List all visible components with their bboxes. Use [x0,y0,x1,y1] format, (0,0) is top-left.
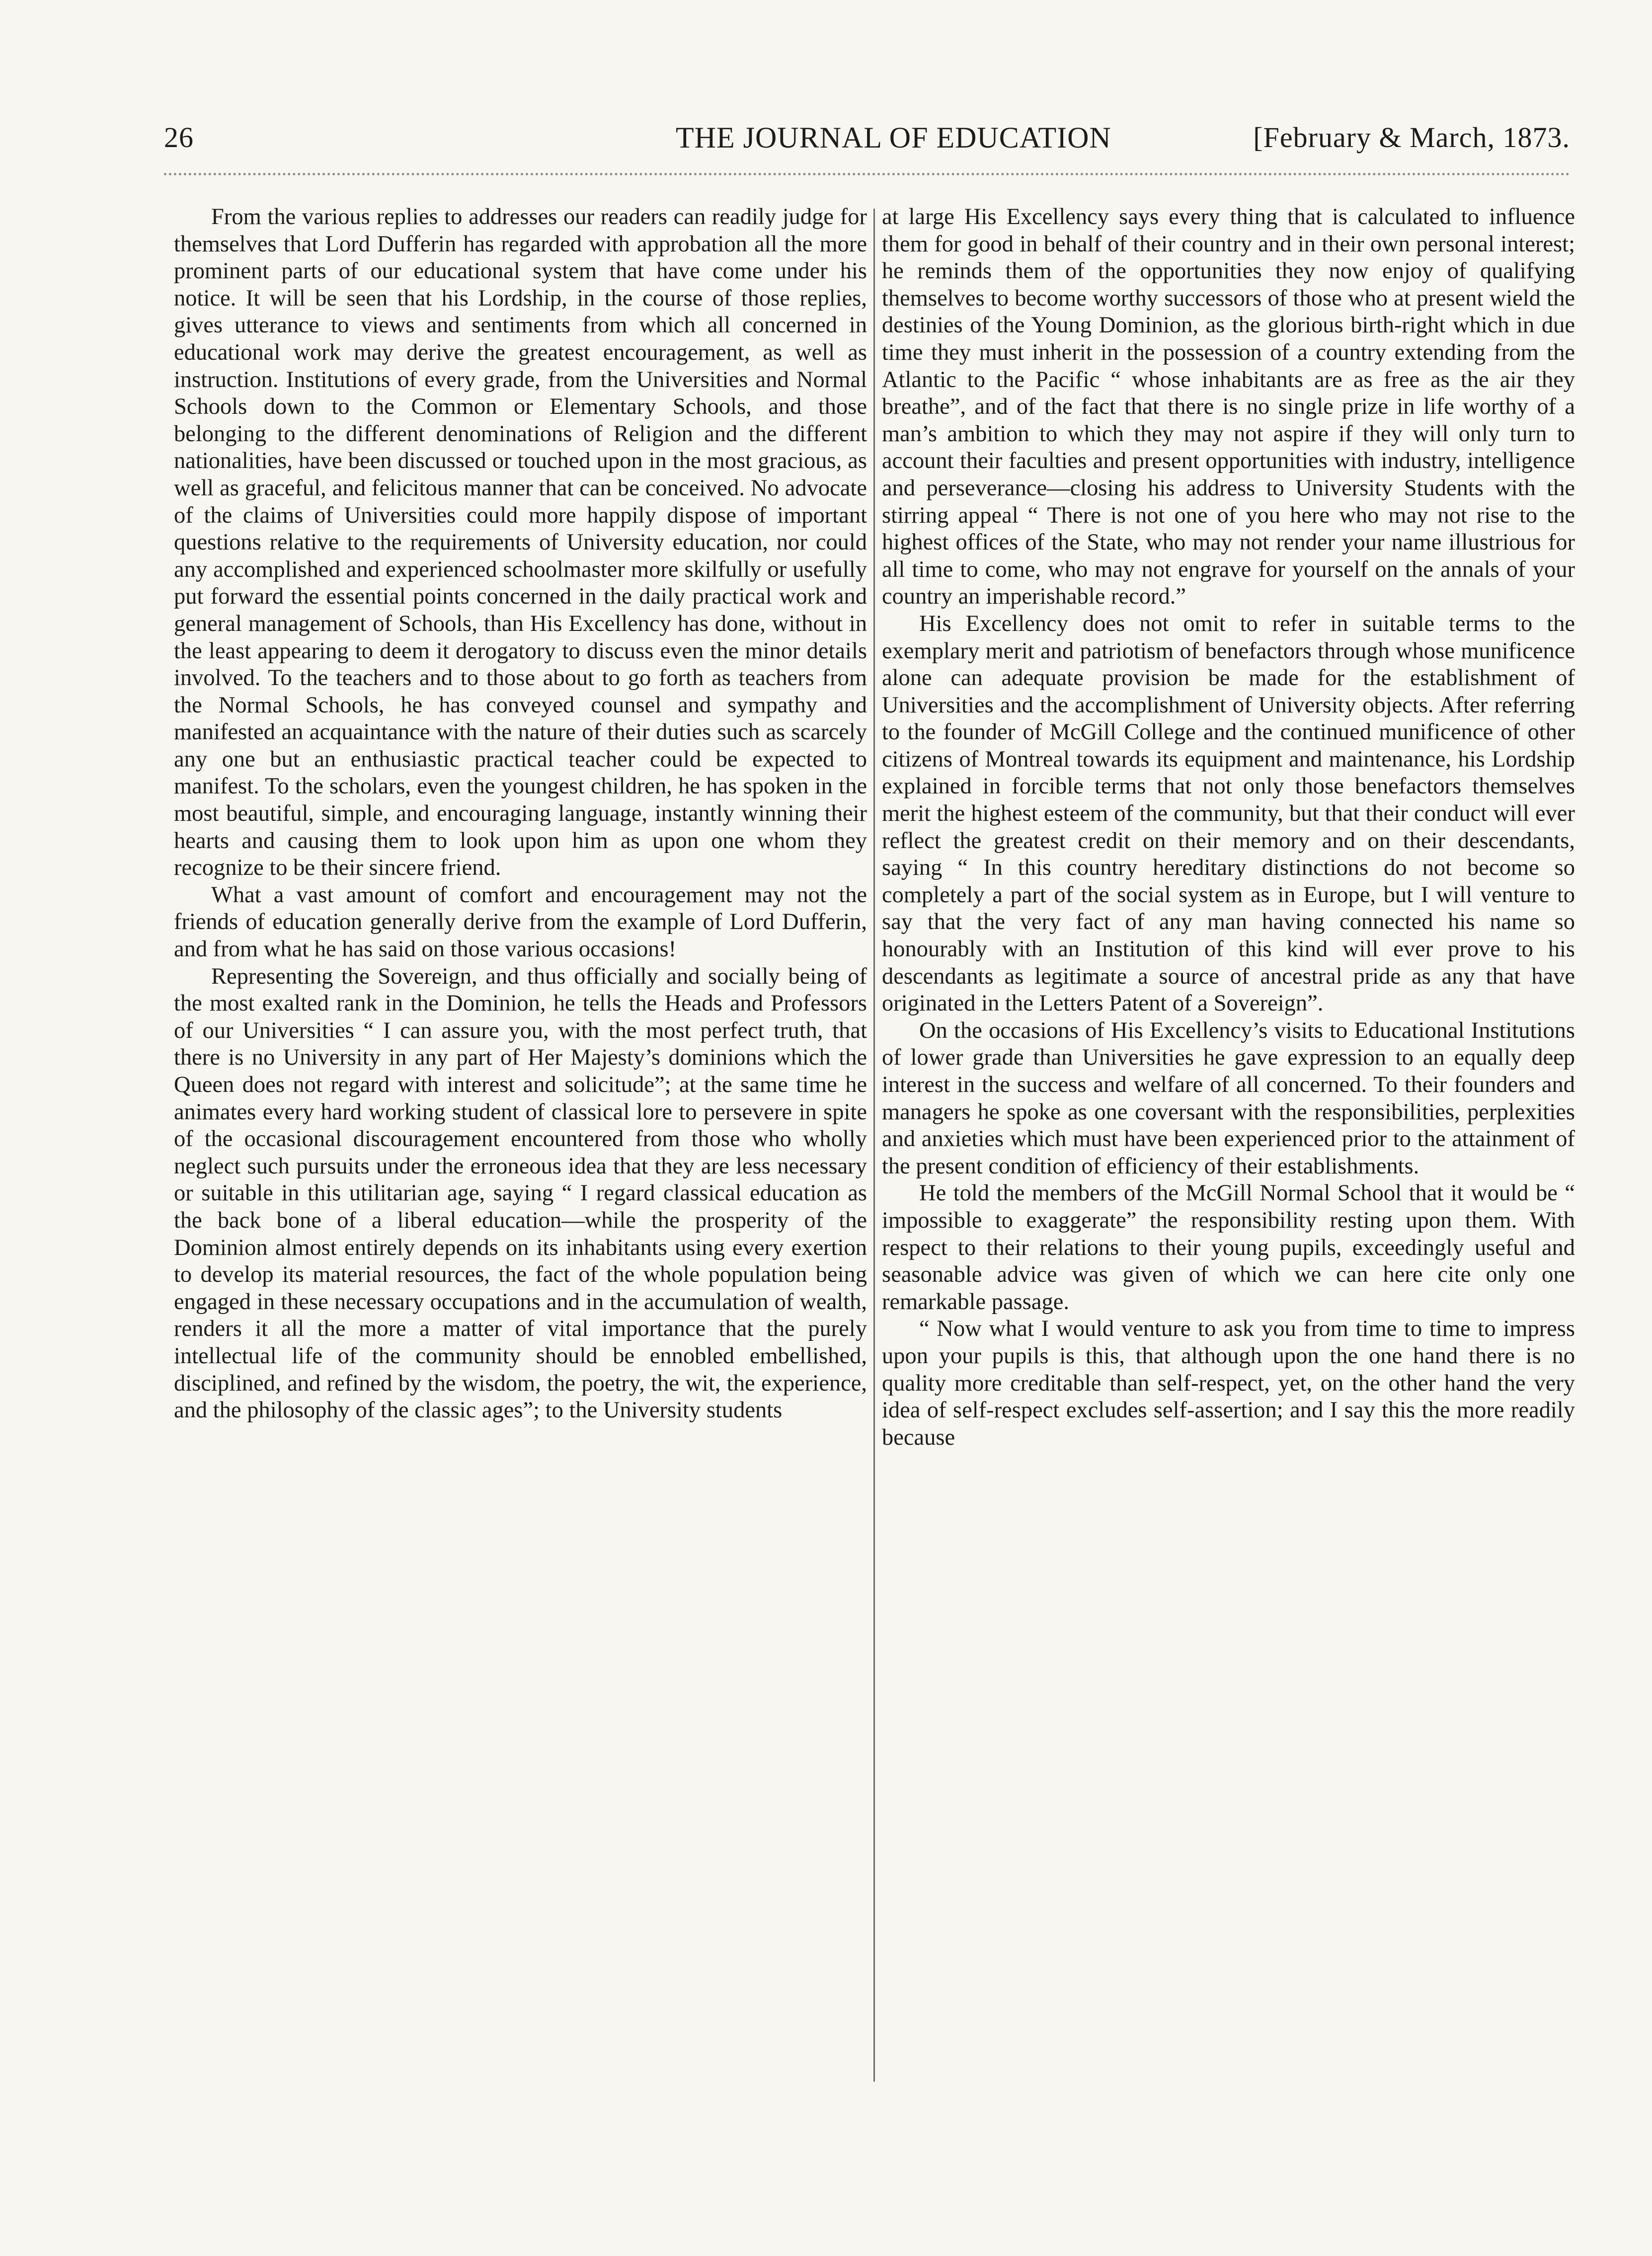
paragraph: “ Now what I would venture to ask you from time to time to impress upon your pupils is this, that although upon the one hand there is no quality more creditable than self-respect, yet, on the other hand the very idea of self-respect excludes self-assertion; and I say this the more readily because [882,1316,1575,1450]
right-column [882,204,1575,1451]
journal-title: THE JOURNAL OF EDUCATION [676,121,1111,154]
column-divider [873,209,875,2082]
paragraph: at large His Excellency says every thing that is calculated to influence them for good in behalf of their country and in their own personal interest; he reminds them of the opportunities they now enjoy of qualifying themselves to become worthy successors of those who at present wield the destinies of the Young Dominion, as the glorious birth-right which in due time they must inherit in the possession of a country extending from the Atlantic to the Pacific “ whose inhabitants are as free as the air they breathe”, and of the fact that there is no single prize in life worthy of a man’s ambition to which they may not aspire if they will only turn to account their faculties and present opportunities with industry, intelligence and perseverance—closing his address to University Students with the stirring appeal “ There is not one of you here who may not rise to the highest offices of the State, who may not render your name illustrious for all time to come, who may not engrave for yourself on the annals of your country an imperishable record.” [882,204,1575,610]
issue-date: [February & March, 1873. [1253,121,1570,154]
page-header [164,115,1570,160]
paragraph: His Excellency does not omit to refer in suitable terms to the exemplary merit and patriotism of benefactors through whose munificence alone can adequate provision be made for the establishment of Universities and the accomplishment of University objects. After referring to the founder of McGill College and the continued munificence of other citizens of Montreal towards its equipment and maintenance, his Lordship explained in forcible terms that not only those benefactors themselves merit the highest esteem of the community, but that their conduct will ever reflect the greatest credit on their memory and on their descendants, saying “ In this country hereditary distinctions do not become so completely a part of the social system as in Europe, but I will venture to say that the very fact of any man having connected his name so honourably with an Institution of this kind will ever prove to his descendants as legitimate a source of ancestral pride as any that have originated in the Letters Patent of a Sovereign”. [882,611,1575,1016]
left-column [174,204,867,1424]
paragraph: What a vast amount of comfort and encouragement may not the friends of education generally derive from the example of Lord Dufferin, and from what he has said on those various occasions! [174,882,867,962]
paragraph: Representing the Sovereign, and thus officially and socially being of the most exalted rank in the Dominion, he tells the Heads and Professors of our Universities “ I can assure you, with the most perfect truth, that there is no University in any part of Her Majesty’s dominions which the Queen does not regard with interest and solicitude”; at the same time he animates every hard working student of classical lore to persevere in spite of the occasional discouragement encountered from those who wholly neglect such pursuits under the erroneous idea that they are less necessary or suitable in this utilitarian age, saying “ I regard classical education as the back bone of a liberal education—while the prosperity of the Dominion almost entirely depends on its inhabitants using every exertion to develop its material resources, the fact of the whole population being engaged in these necessary occupations and in the accumulation of wealth, renders it all the more a matter of vital importance that the purely intellectual life of the community should be ennobled embellished, disciplined, and refined by the wisdom, the poetry, the wit, the experience, and the philosophy of the classic ages”; to the University students [174,963,867,1423]
paragraph: On the occasions of His Excellency’s visits to Educational Institutions of lower grade than Universities he gave expression to an equally deep interest in the success and welfare of all concerned. To their founders and managers he spoke as one coversant with the responsibilities, perplexities and anxieties which must have been experienced prior to the attainment of the present condition of efficiency of their establishments. [882,1017,1575,1179]
paragraph: He told the members of the McGill Normal School that it would be “ impossible to exaggerate” the responsibility resting upon them. With respect to their relations to their young pupils, exceedingly useful and seasonable advice was given of which we can here cite only one remarkable passage. [882,1180,1575,1315]
page-number: 26 [164,121,194,154]
header-divider [164,173,1570,175]
paragraph: From the various replies to addresses our readers can readily judge for themselves that Lord Dufferin has regarded with approbation all the more prominent parts of our educational system that have come under his notice. It will be seen that his Lordship, in the course of those replies, gives utterance to views and sentiments from which all concerned in educational work may derive the greatest encouragement, as well as instruction. Institutions of every grade, from the Universities and Normal Schools down to the Common or Elementary Schools, and those belonging to the different denominations of Religion and the different nationalities, have been discussed or touched upon in the most gracious, as well as graceful, and felicitous manner that can be conceived. No advocate of the claims of Universities could more happily dispose of important questions relative to the requirements of University education, nor could any accomplished and experienced schoolmaster more skilfully or usefully put forward the essential points concerned in the daily practical work and general management of Schools, than His Excellency has done, without in the least appearing to deem it derogatory to discuss even the minor details involved. To the teachers and to those about to go forth as teachers from the Normal Schools, he has conveyed counsel and sympathy and manifested an acquaintance with the nature of their duties such as scarcely any one but an enthusiastic practical teacher could be expected to manifest. To the scholars, even the youngest children, he has spoken in the most beautiful, simple, and encouraging language, instantly winning their hearts and causing them to look upon him as upon one whom they recognize to be their sincere friend. [174,204,867,881]
